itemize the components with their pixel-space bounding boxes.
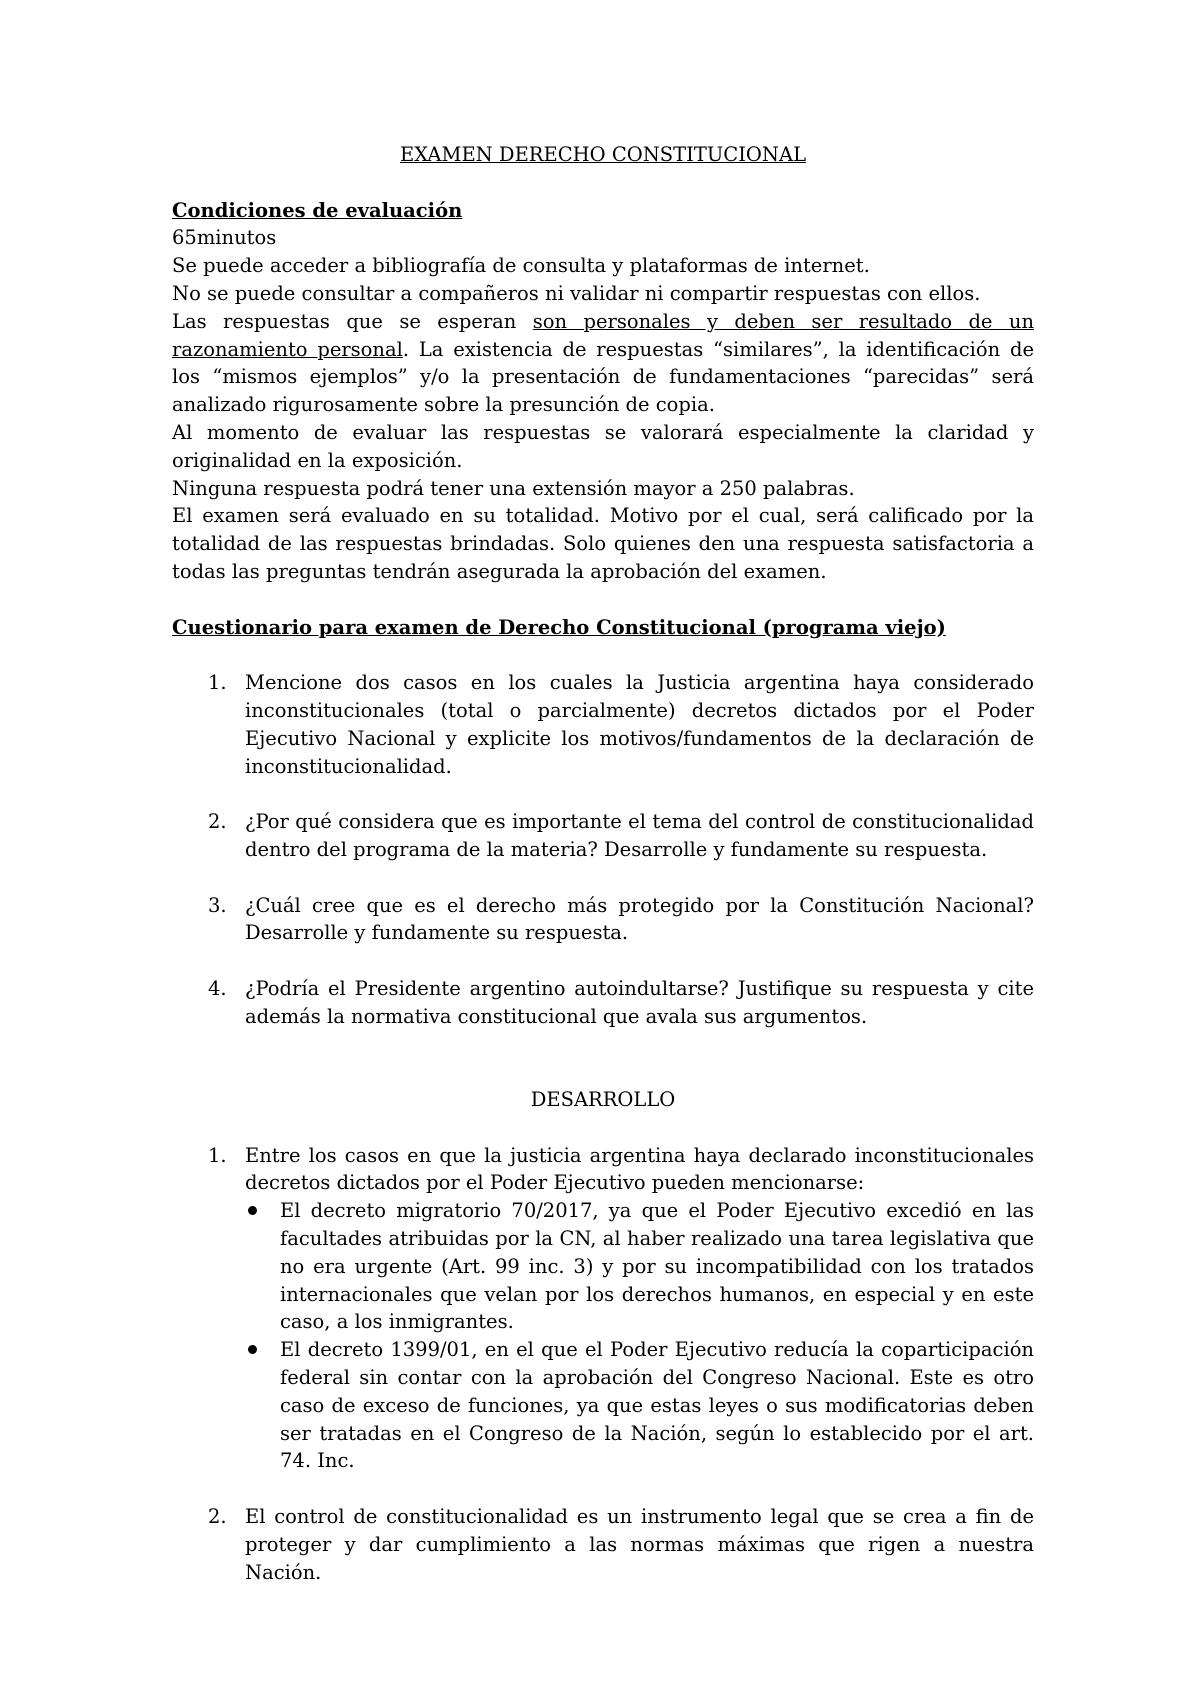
question-text: ¿Cuál cree que es el derecho más protegido por la Constitución Nacional? Desarrolle y fundamente su respuesta.: [245, 893, 1034, 945]
conditions-line-1: Se puede acceder a bibliografía de consulta y plataformas de internet.: [172, 254, 870, 278]
bullet-dot-icon: [248, 1345, 257, 1354]
bullet-dot-icon: [248, 1206, 257, 1215]
question-text: ¿Podría el Presidente argentino autoindultarse? Justifique su respuesta y cite además la normativa constitucional que avala sus argumentos.: [245, 976, 1034, 1028]
answer-1: [172, 1142, 1034, 1198]
answer-1-bullet-list: [172, 1197, 1034, 1475]
development-heading: DESARROLLO: [530, 1088, 676, 1112]
conditions-line-3: [172, 308, 1034, 419]
conditions-line-2: No se puede consultar a compañeros ni validar ni compartir respuestas con ellos.: [172, 281, 981, 305]
question-text: Mencione dos casos en los cuales la Justicia argentina haya considerado inconstitucionales (total o parcialmente) decretos dictados por el Poder Ejecutivo Nacional y explicite los motivos/fundamentos de la declaración de inconstitucionalidad.: [245, 671, 1034, 778]
conditions-line-5: Ninguna respuesta podrá tener una extensión mayor a 250 palabras.: [172, 476, 855, 500]
conditions-line-3-post: . La existencia de respuestas “similares”, la identificación de los “mismos ejemplos” y/o la presentación de fundamentaciones “parecidas” será analizado rigurosamente sobre la presunción de copia.: [172, 337, 1035, 417]
questionnaire-heading: Cuestionario para examen de Derecho Constitucional (programa viejo): [172, 615, 946, 639]
conditions-duration: 65minutos: [172, 226, 277, 250]
question-1: [172, 669, 1034, 780]
question-4: [172, 975, 1034, 1031]
conditions-line-3-underlined: son personales y deben ser resultado de un razonamiento personal: [172, 309, 1035, 361]
question-number: 4.: [208, 976, 227, 1000]
bullet-text: El decreto 1399/01, en el que el Poder Ejecutivo reducía la coparticipación federal sin contar con la aprobación del Congreso Nacional. Este es otro caso de exceso de funciones, ya que estas leyes o sus modificatorias deben ser tratadas en el Congreso de la Nación, según lo establecido por el art. 74. Inc.: [280, 1338, 1034, 1473]
answer-number: 2.: [208, 1505, 227, 1529]
answer-number: 1.: [208, 1143, 227, 1167]
answer-text: Entre los casos en que la justicia argentina haya declarado inconstitucionales decretos dictados por el Poder Ejecutivo pueden mencionarse:: [245, 1143, 1034, 1195]
question-3: [172, 892, 1034, 948]
answer-text: El control de constitucionalidad es un instrumento legal que se crea a fin de proteger y dar cumplimiento a las normas máximas que rigen a nuestra Nación.: [245, 1505, 1034, 1584]
conditions-line-4: Al momento de evaluar las respuestas se valorará especialmente la claridad y originalidad en la exposición.: [172, 420, 1034, 472]
question-number: 2.: [208, 810, 227, 834]
conditions-heading: Condiciones de evaluación: [172, 198, 463, 222]
question-2: [172, 808, 1034, 864]
conditions-line-3-pre: Las respuestas que se esperan: [172, 309, 533, 333]
answer-1-bullet-2: [245, 1336, 1034, 1475]
conditions-line-6: El examen será evaluado en su totalidad. Motivo por el cual, será calificado por la totalidad de las respuestas brindadas. Solo quienes den una respuesta satisfactoria a todas las preguntas tendrán asegurada la aprobación del examen.: [172, 504, 1034, 583]
bullet-text: El decreto migratorio 70/2017, ya que el Poder Ejecutivo excedió en las facultades atribuidas por la CN, al haber realizado una tarea legislativa que no era urgente (Art. 99 inc. 3) y por su incompatibilidad con los tratados internacionales que velan por los derechos humanos, en especial y en este caso, a los inmigrantes.: [280, 1199, 1034, 1334]
question-text: ¿Por qué considera que es importante el tema del control de constitucionalidad dentro del programa de la materia? Desarrolle y fundamente su respuesta.: [245, 810, 1034, 861]
document-content: [172, 141, 1034, 1586]
document-title: EXAMEN DERECHO CONSTITUCIONAL: [399, 143, 807, 166]
answer-2: [172, 1503, 1034, 1586]
answer-1-bullet-1: [245, 1197, 1034, 1336]
question-number: 3.: [208, 893, 227, 917]
question-number: 1.: [208, 671, 227, 695]
